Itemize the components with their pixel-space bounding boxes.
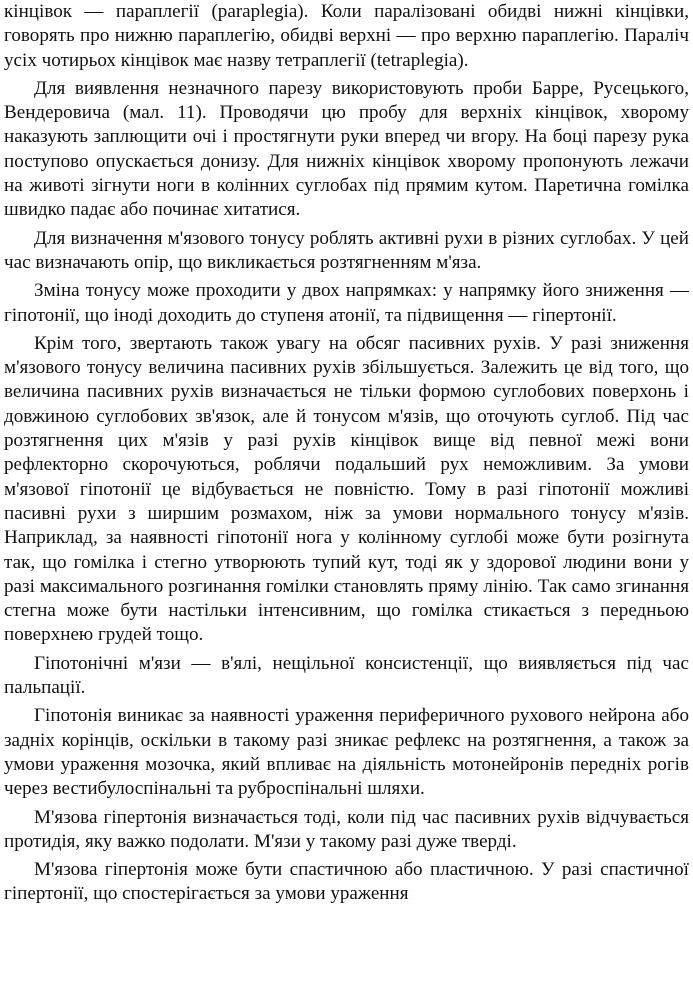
paragraph-hypertonia-types: М'язова гіпертонія може бути спастичною або пластичною. У разі спастичної гіпертонії, що спостерігається за умови ураження: [4, 859, 689, 905]
paragraph-paresis-tests: Для виявлення незначного парезу використовують проби Барре, Русецького, Вендеровича (мал. 11). Проводячи цю пробу для верхніх кінцівок, хворому наказують заплющити очі і простягнути руки вперед чи вгору. На боці парезу рука поступово опускається донизу. Для нижніх кінцівок хворому пропонують лежачи на животі зігнути ноги в колінних суглобах під прямим кутом. Паретична гомілка швидко падає або починає хитатися.: [4, 77, 689, 221]
paragraph-paraplegia-continuation: кінцівок — параплегії (paraplegia). Коли паралізовані обидві нижні кінцівки, говорять про нижню параплегію, обидві верхні — про верхню параплегію. Параліч усіх чотирьох кінцівок має назву тетраплегії (tetraplegia).: [4, 1, 689, 71]
paragraph-hypotonia-causes: Гіпотонія виникає за наявності ураження периферичного рухового нейрона або задніх корінців, оскільки в такому разі зникає рефлекс на розтягнення, а також за умови ураження мозочка, який впливає на діяльність мотонейронів передніх рогів через вестибулоспінальні та руброспінальні шляхи.: [4, 705, 689, 800]
paragraph-hypotonic-muscles: Гіпотонічні м'язи — в'ялі, нещільної консистенції, що виявляється під час пальпації.: [4, 652, 689, 699]
paragraph-hypertonia-definition: М'язова гіпертонія визначається тоді, коли під час пасивних рухів відчувається протидія, яку важко подолати. М'язи у такому разі дуже тверді.: [4, 806, 689, 852]
paragraph-tone-changes: Зміна тонусу може проходити у двох напрямках: у напрямку його зниження — гіпотонії, що іноді доходить до ступеня атонії, та підвищення — гіпертонії.: [4, 280, 689, 326]
paragraph-muscle-tone-assessment: Для визначення м'язового тонусу роблять активні рухи в різних суглобах. У цей час визначають опір, що викликається розтягненням м'яза.: [4, 227, 689, 273]
paragraph-passive-movements: Крім того, звертають також увагу на обсяг пасивних рухів. У разі зниження м'язового тонусу величина пасивних рухів збільшується. Залежить це від того, що величина пасивних рухів визначається не тільки формою суглобових поверхонь і довжиною суглобових зв'язок, але й тонусом м'язів, що оточують суглоб. Під час розтягнення цих м'язів у разі рухів кінцівок вище від певної межі вони рефлекторно скорочуються, роблячи подальший рух неможливим. За умови м'язової гіпотонії це відбувається не повністю. Тому в разі гіпотонії можливі пасивні рухи з ширшим розмахом, ніж за умови нормального тонусу м'язів. Наприклад, за наявності гіпотонії нога у колінному суглобі може бути розігнута так, що гомілка і стегно утворюють тупий кут, тоді як у здорової людини вони у разі максимального розгинання гомілки становлять пряму лінію. Так само згинання стегна може бути настільки інтенсивним, що гомілка стикається з передньою поверхнею грудей тощо.: [4, 332, 689, 646]
